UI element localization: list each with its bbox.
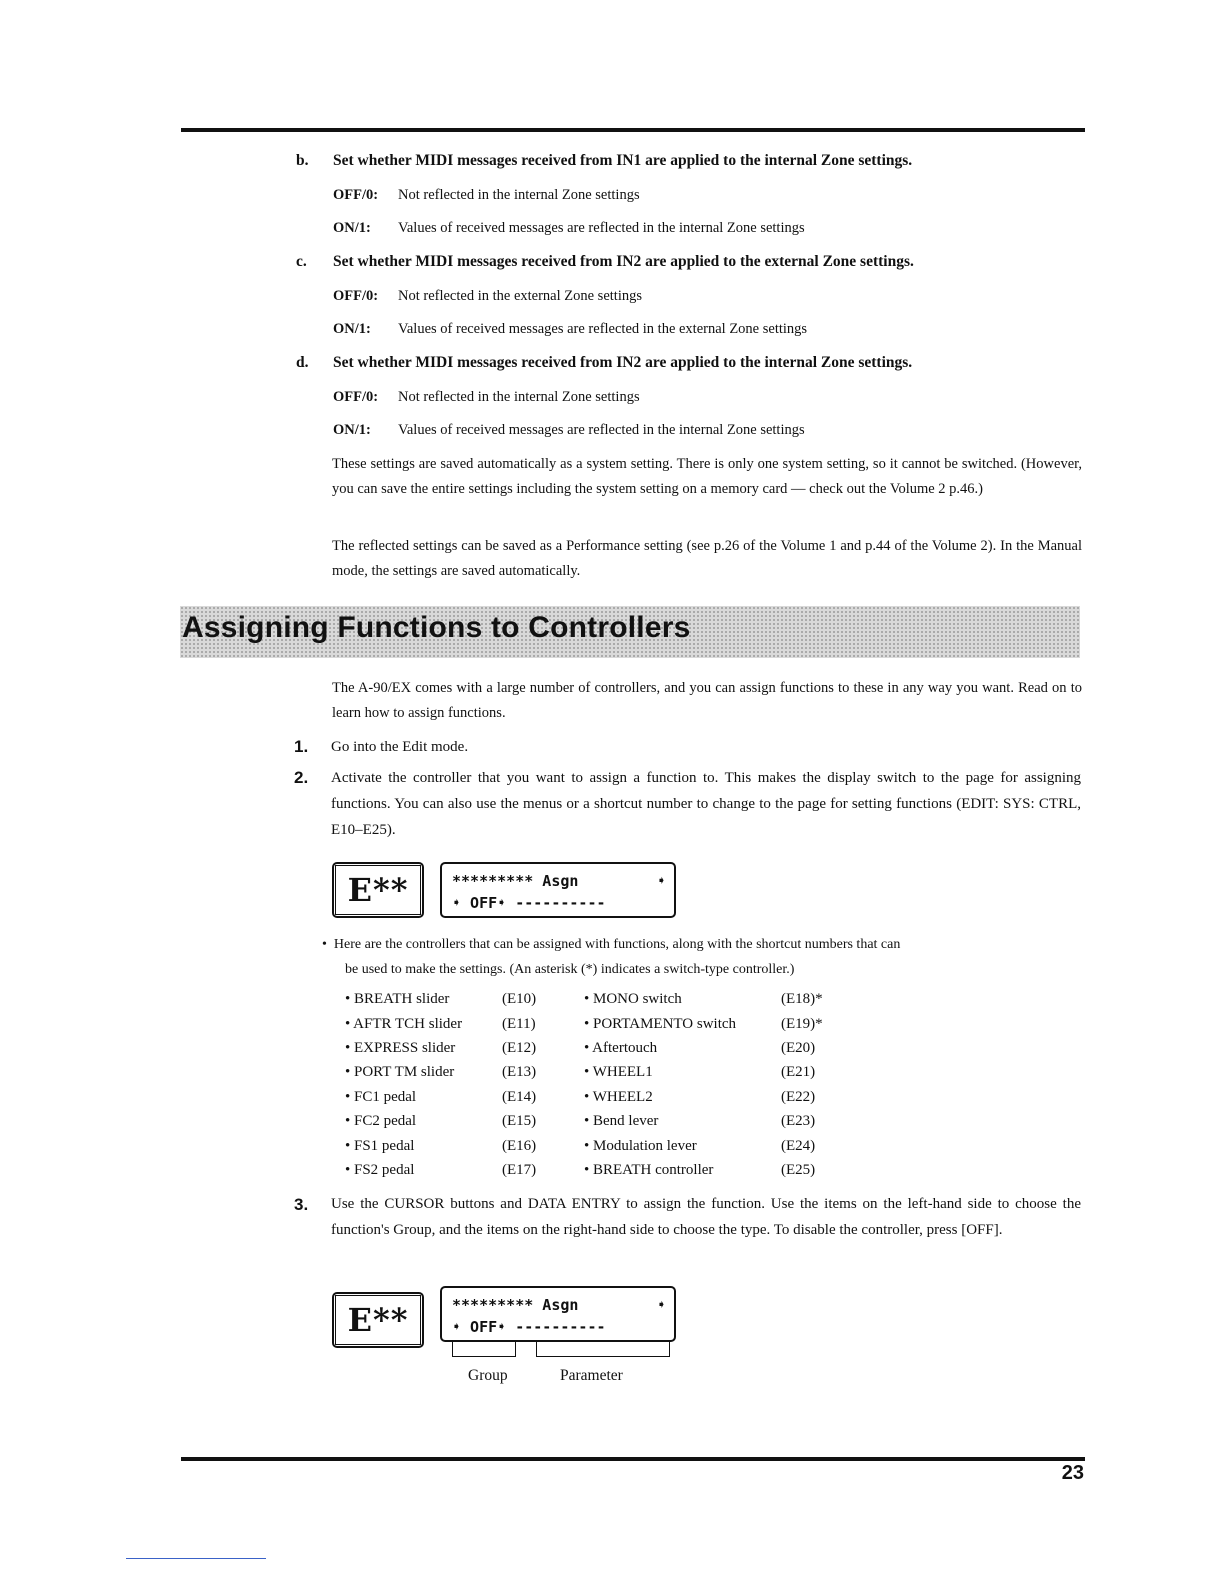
section-title: Assigning Functions to Controllers	[182, 611, 691, 644]
controller-code: (E19)*	[781, 1016, 823, 1032]
list-item	[345, 1016, 462, 1033]
list-item	[781, 1113, 815, 1130]
list-item	[781, 1089, 815, 1106]
list-item	[584, 1089, 653, 1106]
option-row	[333, 422, 805, 439]
list-item	[781, 1064, 815, 1081]
page-number: 23	[1061, 1462, 1084, 1484]
item-letter: b.	[296, 152, 309, 169]
controller-code: (E10)	[502, 991, 537, 1007]
item-d-heading	[296, 354, 912, 372]
option-text: Values of received messages are reflected in the internal Zone settings	[398, 422, 805, 438]
controller-code: (E17)	[502, 1162, 537, 1178]
controller-name: • WHEEL1	[584, 1064, 653, 1080]
option-key: OFF/0:	[333, 389, 379, 405]
lcd-line-2: ➧ OFF➧ ----------	[452, 894, 606, 912]
lcd-display	[440, 862, 676, 918]
option-key: ON/1:	[333, 422, 371, 438]
controller-name: • FS2 pedal	[345, 1162, 415, 1178]
controller-name: • Aftertouch	[584, 1040, 658, 1056]
controller-name: • BREATH controller	[584, 1162, 714, 1178]
controller-name: • MONO switch	[584, 991, 682, 1007]
group-label: Group	[468, 1367, 508, 1384]
controller-code: (E11)	[502, 1016, 536, 1032]
option-key: ON/1:	[333, 220, 371, 236]
list-item	[345, 1089, 416, 1106]
lcd-page-indicator	[332, 1292, 424, 1348]
step-number: 2.	[294, 768, 309, 787]
lcd-page-indicator	[332, 862, 424, 918]
item-heading-text: Set whether MIDI messages received from IN2 are applied to the external Zone settings.	[333, 253, 914, 270]
list-item	[345, 1040, 455, 1057]
option-key: ON/1:	[333, 321, 371, 337]
bottom-rule	[181, 1457, 1085, 1461]
item-heading-text: Set whether MIDI messages received from IN1 are applied to the internal Zone settings.	[333, 152, 913, 169]
controller-name: • BREATH slider	[345, 991, 450, 1007]
list-item	[502, 1089, 536, 1106]
step-text: Use the CURSOR buttons and DATA ENTRY to assign the function. Use the items on the left-hand side to choose the function's Group, and the items on the right-hand side to choose the type. To disable the controller, press [OFF].	[331, 1196, 1081, 1238]
step-text: Activate the controller that you want to assign a function to. This makes the display switch to the page for assigning functions. You can also use the menus or a shortcut number to change to the page for setting functions (EDIT: SYS: CTRL, E10–E25).	[331, 770, 1081, 838]
list-item	[345, 1113, 416, 1130]
controller-name: • PORTAMENTO switch	[584, 1016, 737, 1032]
lcd-line-1: ********* Asgn	[452, 872, 579, 890]
controller-code: (E25)	[781, 1162, 816, 1178]
option-row	[333, 187, 640, 204]
list-item	[345, 1162, 414, 1179]
option-text: Not reflected in the internal Zone settings	[398, 187, 640, 203]
list-item	[345, 1064, 454, 1081]
option-text: Values of received messages are reflected in the internal Zone settings	[398, 220, 805, 236]
controller-code: (E12)	[502, 1040, 537, 1056]
list-item	[584, 991, 682, 1008]
controller-name: • PORT TM slider	[345, 1064, 455, 1080]
lcd-line-2: ➧ OFF➧ ----------	[452, 1318, 606, 1336]
item-letter: c.	[296, 253, 307, 270]
list-item	[345, 1138, 414, 1155]
controller-code: (E16)	[502, 1138, 537, 1154]
controller-name: • FS1 pedal	[345, 1138, 415, 1154]
controller-name: • AFTR TCH slider	[345, 1016, 463, 1032]
list-item	[502, 1064, 536, 1081]
list-item	[584, 1113, 658, 1130]
controller-name: • EXPRESS slider	[345, 1040, 456, 1056]
list-item	[781, 1016, 823, 1033]
controller-name: • Bend lever	[584, 1113, 659, 1129]
option-text: Not reflected in the external Zone settings	[398, 288, 642, 304]
list-item	[502, 1162, 536, 1179]
paragraph-reflected: The reflected settings can be saved as a Performance setting (see p.26 of the Volume 1 and p.44 of the Volume 2). In the Manual mode, the settings are saved automatically.	[332, 538, 1082, 579]
controller-code: (E24)	[781, 1138, 816, 1154]
list-item	[584, 1138, 697, 1155]
controller-code: (E15)	[502, 1113, 537, 1129]
controller-name: • Modulation lever	[584, 1138, 697, 1154]
lcd-line-1: ********* Asgn	[452, 1296, 579, 1314]
step-text: Go into the Edit mode.	[331, 739, 469, 755]
lcd-display	[440, 1286, 676, 1342]
footer-divider	[126, 1558, 266, 1559]
list-item	[781, 1138, 815, 1155]
controller-code: (E23)	[781, 1113, 816, 1129]
note-bullet: •	[322, 937, 334, 952]
list-item	[584, 1016, 736, 1033]
controller-name: • WHEEL2	[584, 1089, 653, 1105]
step-number: 1.	[294, 737, 309, 756]
controller-name: • FC2 pedal	[345, 1113, 417, 1129]
item-b-heading	[296, 152, 912, 170]
list-item	[781, 1040, 815, 1057]
option-key: OFF/0:	[333, 288, 379, 304]
list-item	[502, 1113, 536, 1130]
controller-code: (E14)	[502, 1089, 537, 1105]
list-item	[502, 1040, 536, 1057]
list-item	[584, 1040, 657, 1057]
option-row	[333, 321, 807, 338]
list-item	[502, 991, 536, 1008]
controllers-note-line-2: be used to make the settings. (An asterisk (*) indicates a switch-type controller.)	[345, 962, 795, 977]
controller-code: (E22)	[781, 1089, 816, 1105]
item-letter: d.	[296, 354, 309, 371]
list-item	[781, 991, 823, 1008]
option-row	[333, 389, 640, 406]
controller-code: (E13)	[502, 1064, 537, 1080]
controller-code: (E21)	[781, 1064, 816, 1080]
option-key: OFF/0:	[333, 187, 379, 203]
paragraph-saved: These settings are saved automatically as a system setting. There is only one system setting, so it cannot be switched. (However, you can save the entire settings including the system setting on a memory card — check out the Volume 2 p.46.)	[332, 456, 1082, 497]
list-item	[345, 991, 449, 1008]
list-item	[584, 1162, 713, 1179]
list-item	[502, 1016, 536, 1033]
lcd-arrow-icon: ➧	[656, 1296, 666, 1314]
list-item	[584, 1064, 653, 1081]
option-row	[333, 220, 805, 237]
option-row	[333, 288, 642, 305]
top-rule	[181, 128, 1085, 132]
item-heading-text: Set whether MIDI messages received from IN2 are applied to the internal Zone settings.	[333, 354, 913, 371]
step-number: 3.	[294, 1195, 309, 1214]
note-text: Here are the controllers that can be assigned with functions, along with the shortcut numbers that can	[333, 937, 901, 952]
intro-paragraph: The A-90/EX comes with a large number of controllers, and you can assign functions to these in any way you want. Read on to learn how to assign functions.	[332, 680, 1082, 721]
parameter-label: Parameter	[560, 1367, 623, 1384]
controller-code: (E18)*	[781, 991, 823, 1007]
item-c-heading	[296, 253, 914, 271]
controller-name: • FC1 pedal	[345, 1089, 417, 1105]
option-text: Values of received messages are reflected in the external Zone settings	[398, 321, 808, 337]
controllers-note-line-1	[322, 937, 900, 953]
lcd-arrow-icon: ➧	[656, 872, 666, 890]
parameter-bracket	[536, 1342, 670, 1357]
group-bracket	[452, 1342, 516, 1357]
list-item	[502, 1138, 536, 1155]
lcd-page-code: E**	[335, 1295, 421, 1345]
controller-code: (E20)	[781, 1040, 816, 1056]
lcd-page-code: E**	[335, 865, 421, 915]
option-text: Not reflected in the internal Zone settings	[398, 389, 640, 405]
list-item	[781, 1162, 815, 1179]
